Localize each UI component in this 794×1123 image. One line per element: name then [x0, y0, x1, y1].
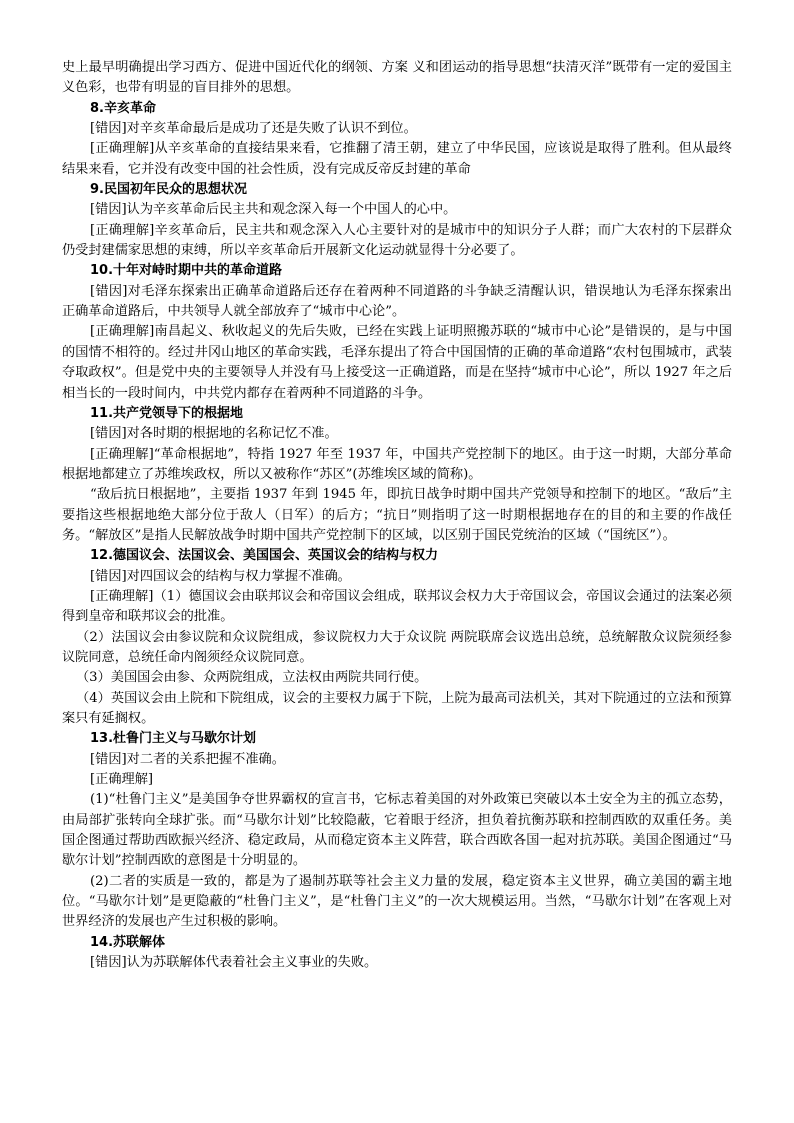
section-heading-13: 13.杜鲁门主义与马歇尔计划 — [90, 731, 257, 747]
section-heading-10: 10.十年对峙时期中共的革命道路 — [90, 263, 283, 279]
section-heading-12: 12.德国议会、法国议会、美国国会、英国议会的结构与权力 — [90, 548, 439, 564]
correct-understanding-13-label: [正确理解] — [90, 772, 154, 788]
correct-understanding-12-4: （4）英国议会由上院和下院组成，议会的主要权力属于下院，上院为最高司法机关，其对下院通过的立法和预算案只有延搁权。 — [62, 690, 732, 726]
correct-understanding-11-cont: “敌后抗日根据地”，主要指 1937 年到 1945 年，即抗日战争时期中国共产党领导和控制下的地区。“敌后”主要指这些根据地绝大部分位于敌人（日军）的后方；“抗日”则指明了这一时期根据地存在的目的和主要的作战任务。“解放区”是指人民解放战争时期中国共产党控制下的区域，以区别于国民党统治的区域（“国统区”）。 — [62, 487, 732, 543]
paragraph-continuation: 史上最早明确提出学习西方、促进中国近代化的纲领、方案 义和团运动的指导思想“扶清灭洋”既带有一定的爱国主义色彩，也带有明显的盲目排外的思想。 — [62, 60, 732, 96]
section-heading-8: 8.辛亥革命 — [90, 100, 156, 116]
error-cause-12: [错因]对四国议会的结构与权力掌握不准确。 — [90, 568, 351, 584]
error-cause-8: [错因]对辛亥革命最后是成功了还是失败了认识不到位。 — [90, 121, 417, 137]
correct-understanding-13-2: (2)二者的实质是一致的，都是为了遏制苏联等社会主义力量的发展，稳定资本主义世界，确立美国的霸主地位。“马歇尔计划”是更隐蔽的“杜鲁门主义”，是“杜鲁门主义”的一次大规模运用。当然，“马歇尔计划”在客观上对世界经济的发展也产生过积极的影响。 — [62, 873, 732, 930]
correct-understanding-11: [正确理解]“革命根据地”，特指 1927 年至 1937 年，中国共产党控制下的地区。由于这一时期，大部分革命根据地都建立了苏维埃政权，所以又被称作“苏区”(苏维埃区域的简称)。 — [62, 446, 732, 482]
correct-understanding-12-1: [正确理解]（1）德国议会由联邦议会和帝国议会组成，联邦议会权力大于帝国议会，帝国议会通过的法案必须得到皇帝和联邦议会的批准。 — [62, 588, 732, 625]
correct-understanding-12-2: （2）法国议会由参议院和众议院组成，参议院权力大于众议院 两院联席会议选出总统，总统解散众议院须经参议院同意，总统任命内阁须经众议院同意。 — [62, 629, 732, 665]
error-cause-13: [错因]对二者的关系把握不准确。 — [90, 751, 285, 767]
section-heading-14: 14.苏联解体 — [90, 934, 166, 950]
correct-understanding-9: [正确理解]辛亥革命后，民主共和观念深入人心主要针对的是城市中的知识分子人群；而广大农村的下层群众仍受封建儒家思想的束缚，所以辛亥革命后开展新文化运动就显得十分必要了。 — [62, 222, 732, 259]
correct-understanding-13-1: (1)“杜鲁门主义”是美国争夺世界霸权的宣言书，它标志着美国的对外政策已突破以本土安全为主的孤立态势，由局部扩张转向全球扩张。而“马歇尔计划”比较隐蔽，它着眼于经济，担负着抗衡苏联和控制西欧的双重任务。美国企图通过帮助西欧振兴经济、稳定政局，从而稳定资本主义阵营，联合西欧各国一起对抗苏联。美国企图通过“马歇尔计划”控制西欧的意图是十分明显的。 — [62, 792, 732, 869]
section-heading-9: 9.民国初年民众的思想状况 — [90, 182, 247, 198]
error-cause-10: [错因]对毛泽东探索出正确革命道路后还存在着两种不同道路的斗争缺乏清醒认识，错误地认为毛泽东探索出正确革命道路后，中共领导人就全部放弃了“城市中心论”。 — [62, 283, 732, 320]
error-cause-11: [错因]对各时期的根据地的名称记忆不准。 — [90, 426, 338, 442]
correct-understanding-8: [正确理解]从辛亥革命的直接结果来看，它推翻了清王朝，建立了中华民国，应该说是取得了胜利。但从最终结果来看，它并没有改变中国的社会性质，没有完成反帝反封建的革命 — [62, 141, 732, 177]
error-cause-14: [错因]认为苏联解体代表着社会主义事业的失败。 — [90, 955, 378, 971]
correct-understanding-10: [正确理解]南昌起义、秋收起义的先后失败，已经在实践上证明照搬苏联的“城市中心论”是错误的，是与中国的国情不相符的。经过井冈山地区的革命实践，毛泽东提出了符合中国国情的正确的革命道路“农村包围城市，武装夺取政权”。但是党中央的主要领导人并没有马上接受这一正确道路，而是在坚持“城市中心论”，所以 1927 年之后相当长的一段时间内，中共党内都存在着两种不同道路的斗争。 — [62, 324, 732, 401]
correct-understanding-12-3: （3）美国国会由参、众两院组成，立法权由两院共同行使。 — [76, 670, 428, 686]
section-heading-11: 11.共产党领导下的根据地 — [90, 405, 244, 421]
error-cause-9: [错因]认为辛亥革命后民主共和观念深入每一个中国人的心中。 — [90, 202, 457, 218]
